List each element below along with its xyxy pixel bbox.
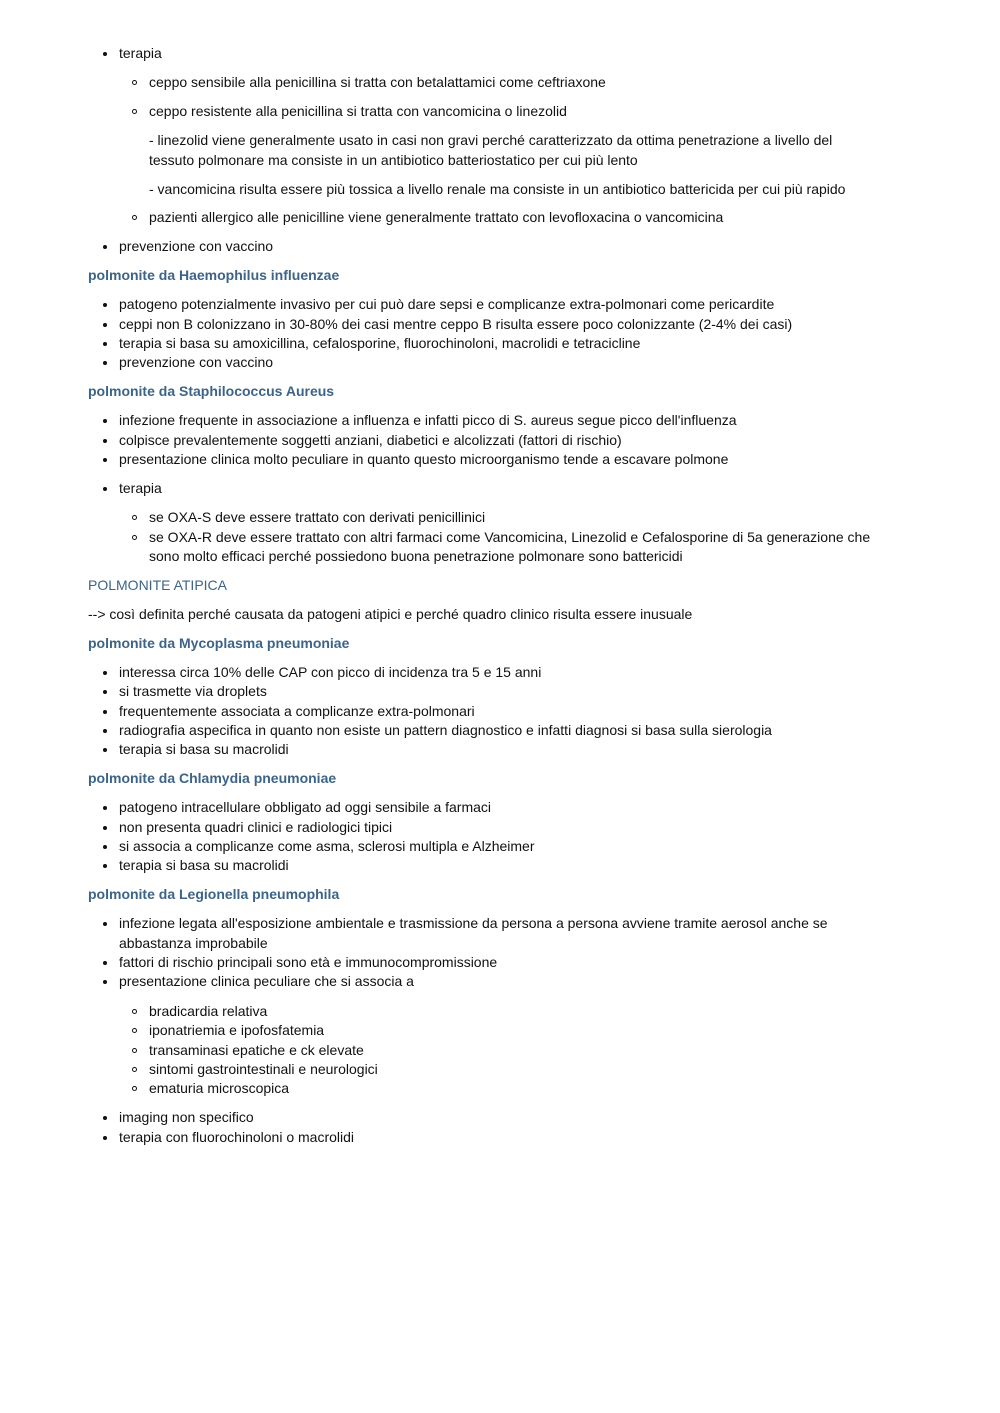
list-item: si associa a complicanze come asma, sclerosi multipla e Alzheimer: [88, 837, 880, 856]
sublist-item: se OXA-R deve essere trattato con altri farmaci come Vancomicina, Linezolid e Cefalosporine di 5a generazione che sono molto efficaci perché possiedono buona penetrazione polmonare sono battericidi: [119, 528, 880, 567]
sublist-item: ceppo sensibile alla penicillina si tratta con betalattamici come ceftriaxone: [119, 73, 880, 92]
list-item: si trasmette via droplets: [88, 682, 880, 701]
therapy-list: [88, 44, 880, 257]
list-item: infezione legata all'esposizione ambientale e trasmissione da persona a persona avviene tramite aerosol anche se abbastanza improbabile: [88, 914, 880, 953]
list-item: [88, 479, 880, 567]
list-item: ceppi non B colonizzano in 30-80% dei casi mentre ceppo B risulta essere poco colonizzante (2-4% dei casi): [88, 315, 880, 334]
sublist-item: pazienti allergico alle penicilline viene generalmente trattato con levofloxacina o vancomicina: [119, 208, 880, 227]
note-vancomicina: - vancomicina risulta essere più tossica a livello renale ma consiste in un antibiotico battericida per cui più rapido: [149, 180, 846, 197]
section-heading-legionella: polmonite da Legionella pneumophila: [88, 886, 340, 903]
list-item: [88, 972, 880, 1098]
list-item: interessa circa 10% delle CAP con picco di incidenza tra 5 e 15 anni: [88, 663, 880, 682]
list-item: radiografia aspecifica in quanto non esiste un pattern diagnostico e infatti diagnosi si basa sulla sierologia: [88, 721, 880, 740]
list-item: terapia si basa su amoxicillina, cefalosporine, fluorochinoloni, macrolidi e tetracicline: [88, 334, 880, 353]
mycoplasma-list: [88, 663, 880, 760]
staph-therapy-sublist: [119, 508, 880, 566]
list-item-text: terapia: [119, 45, 162, 61]
section-heading-staphylococcus: polmonite da Staphilococcus Aureus: [88, 383, 335, 400]
sublist-item: [119, 102, 880, 121]
therapy-sublist: [119, 73, 880, 121]
sublist-item: se OXA-S deve essere trattato con derivati penicillinici: [119, 508, 880, 527]
list-item: terapia con fluorochinoloni o macrolidi: [88, 1128, 880, 1147]
section-heading-haemophilus: polmonite da Haemophilus influenzae: [88, 267, 340, 284]
list-item: imaging non specifico: [88, 1108, 880, 1127]
list-item: presentazione clinica molto peculiare in quanto questo microorganismo tende a escavare polmone: [88, 450, 880, 469]
list-item-text: terapia: [119, 479, 162, 496]
list-item: colpisce prevalentemente soggetti anziani, diabetici e alcolizzati (fattori di rischio): [88, 431, 880, 450]
staph-list: [88, 411, 880, 469]
list-item: terapia si basa su macrolidi: [88, 856, 880, 875]
legionella-list: [88, 914, 880, 1099]
list-item: non presenta quadri clinici e radiologici tipici: [88, 818, 880, 837]
section-heading-chlamydia: polmonite da Chlamydia pneumoniae: [88, 770, 337, 787]
list-item: prevenzione con vaccino: [88, 353, 880, 372]
section-heading-atipica: POLMONITE ATIPICA: [88, 577, 227, 594]
chlamydia-list: [88, 798, 880, 876]
note-linezolid: - linezolid viene generalmente usato in casi non gravi perché caratterizzato da ottima penetrazione a livello del tessuto polmonare ma consiste in un antibiotico batteriostatico per cui più lento: [149, 132, 833, 168]
list-item: infezione frequente in associazione a influenza e infatti picco di S. aureus segue picco dell'influenza: [88, 411, 880, 430]
haemophilus-list: [88, 295, 880, 373]
section-heading-mycoplasma: polmonite da Mycoplasma pneumoniae: [88, 634, 350, 651]
legionella-sublist: [119, 1002, 880, 1099]
list-item: [88, 44, 880, 228]
list-item: frequentemente associata a complicanze extra-polmonari: [88, 702, 880, 721]
atipica-description: --> così definita perché causata da patogeni atipici e perché quadro clinico risulta essere inusuale: [88, 605, 693, 622]
list-item-text: presentazione clinica peculiare che si associa a: [119, 973, 414, 990]
list-item: prevenzione con vaccino: [88, 237, 880, 256]
list-item: patogeno intracellulare obbligato ad oggi sensibile a farmaci: [88, 798, 880, 817]
list-item: patogeno potenzialmente invasivo per cui può dare sepsi e complicanze extra-polmonari come pericardite: [88, 295, 880, 314]
sublist-item: sintomi gastrointestinali e neurologici: [119, 1060, 880, 1079]
sublist-item: bradicardia relativa: [119, 1002, 880, 1021]
therapy-sublist-allergic: [119, 208, 880, 227]
sublist-item: ematuria microscopica: [119, 1079, 880, 1098]
sublist-item-text: ceppo resistente alla penicillina si tratta con vancomicina o linezolid: [149, 103, 567, 120]
list-item: fattori di rischio principali sono età e immunocompromissione: [88, 953, 880, 972]
legionella-list-continued: [88, 1108, 880, 1147]
staph-therapy-list: [88, 479, 880, 567]
list-item: terapia si basa su macrolidi: [88, 740, 880, 759]
sublist-item: transaminasi epatiche e ck elevate: [119, 1041, 880, 1060]
sublist-item: iponatriemia e ipofosfatemia: [119, 1021, 880, 1040]
